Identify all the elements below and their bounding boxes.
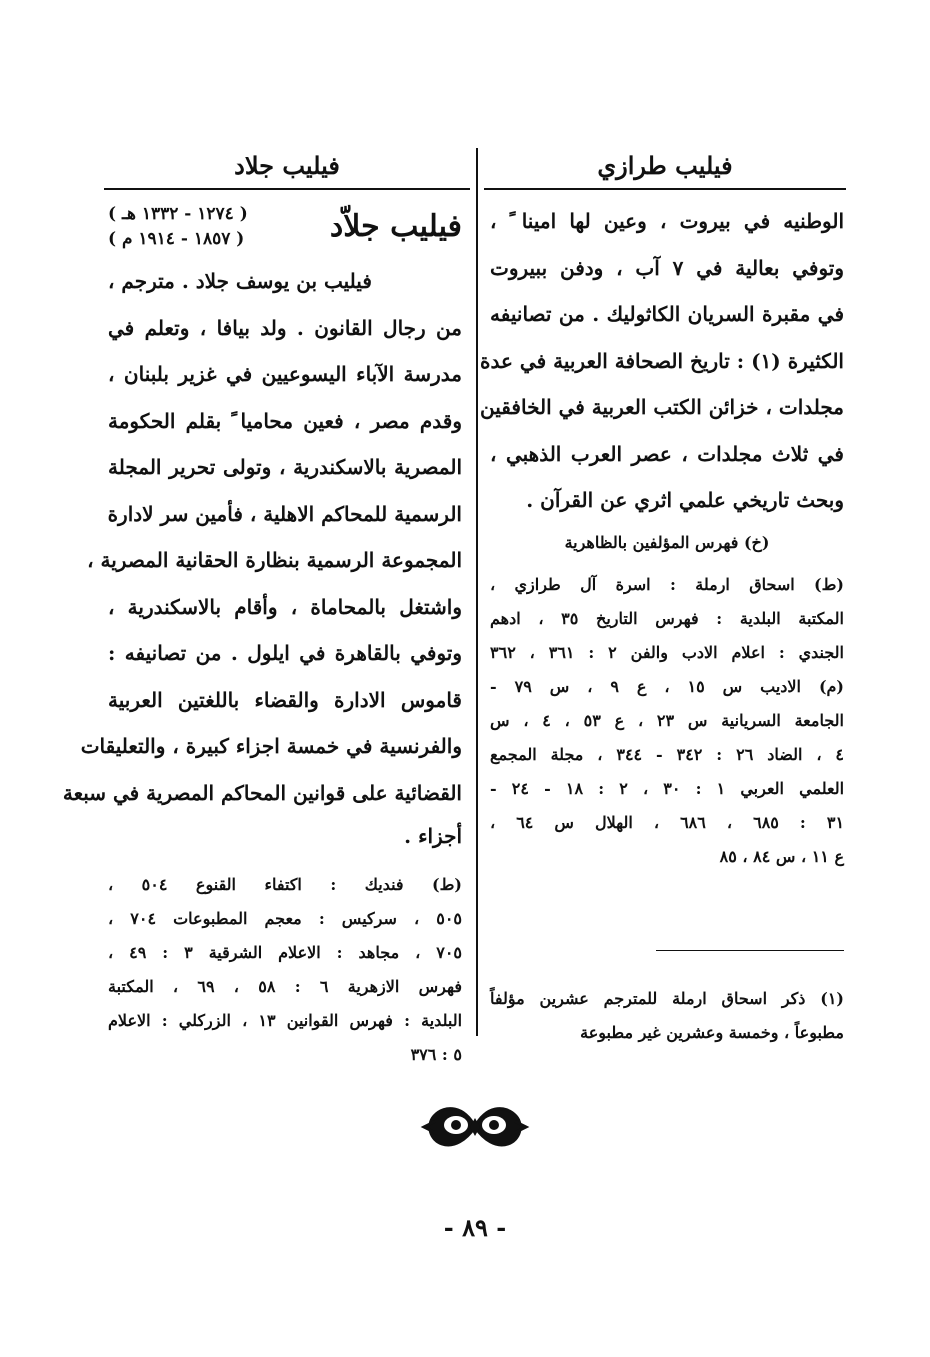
gregorian-dates: ( ١٨٥٧ - ١٩١٤ م ) xyxy=(108,229,245,249)
left-column xyxy=(62,198,463,1072)
right-column xyxy=(480,198,845,874)
right-sources xyxy=(490,526,844,874)
source-line: المكتبة البلدية : فهرس التاريخ ٣٥ ، ادهم xyxy=(490,608,844,628)
text-line: الكثيرة (١) : تاريخ الصحافة العربية في عدة xyxy=(480,348,844,373)
text-line: المجموعة الرسمية بنظارة الحقانية المصرية ، xyxy=(87,548,462,572)
entry-heading xyxy=(108,198,462,258)
text-line: وتوفي بعالية في ٧ آب ، ودفن ببيروت xyxy=(490,255,844,280)
source-line: (م) الاديب س ١٥ ، ع ٩ ، س ٧٩ - xyxy=(490,676,844,696)
hijri-dates: ( ١٢٧٤ - ١٣٣٢ هـ ) xyxy=(108,204,248,224)
page-number: - ٨٩ - xyxy=(443,1213,507,1242)
column-header-left: فيليب جلاد xyxy=(234,151,340,180)
text-line: وبحث تاريخي علمي اثري عن القرآن . xyxy=(526,488,844,512)
source-line: ٣١ : ٦٨٥ ، ٦٨٦ ، الهلال س ٦٤ ، xyxy=(490,812,845,832)
source-line: ع ١١ ، س ٨٤ ، ٨٥ xyxy=(719,846,844,866)
source-line: (خ) فهرس المؤلفين بالظاهرية xyxy=(564,532,770,552)
source-line: ٧٠٥ ، مجاهد : الاعلام الشرقية ٣ : ٤٩ ، xyxy=(108,943,462,962)
left-body-text xyxy=(62,258,462,856)
text-line: وتوفي بالقاهرة في ايلول . من تصانيفه : xyxy=(108,641,462,665)
footnote xyxy=(490,982,844,1050)
text-line: في مقبرة السريان الكاثوليك . من تصانيفه xyxy=(490,302,844,326)
floral-ornament-icon xyxy=(420,1098,530,1156)
text-line: وقدم مصر ، فعين محاميا ً بقلم الحكومة xyxy=(108,408,462,433)
text-line: واشتغل بالمحاماة ، وأقام بالاسكندرية ، xyxy=(108,594,462,619)
source-line: العلمي العربي ١ : ٣٠ ، ٢ : ١٨ - ٢٤ - xyxy=(490,778,845,798)
text-line: المصرية بالاسكندرية ، وتولى تحرير المجلة xyxy=(108,455,462,479)
text-line: مجلدات ، خزائن الكتب العربية في الخافقين xyxy=(480,395,844,419)
entry-dates xyxy=(108,202,308,252)
text-line: في ثلاث مجلدات ، عصر العرب الذهبي ، xyxy=(490,441,844,466)
source-line: (ط) فنديك : اكتفاء القنوع ٥٠٤ ، xyxy=(108,875,462,894)
source-line: الجامعة السريانية س ٢٣ ، ع ٥٣ ، ٤ ، س xyxy=(490,710,844,730)
text-line: أجزاء . xyxy=(404,824,462,848)
left-sources xyxy=(108,868,462,1072)
text-line: قاموس الادارة والقضاء باللغتين العربية xyxy=(108,687,462,712)
right-body-text xyxy=(480,198,844,524)
text-line: والفرنسية في خمسة اجزاء كبيرة ، والتعليقات xyxy=(80,734,462,758)
text-line: الرسمية للمحاكم الاهلية ، فأمين سر لادارة xyxy=(107,501,462,526)
source-line: ٥٠٥ ، سركيس : معجم المطبوعات ٧٠٤ ، xyxy=(108,909,463,928)
source-line: ٤ ، الضاد ٢٦ : ٣٤٢ - ٣٤٤ ، مجلة المجمع xyxy=(490,744,844,764)
text-line: من رجال القانون . ولد بيافا ، وتعلم في xyxy=(108,315,462,340)
source-line: الجندي : اعلام الادب والفن ٢ : ٣٦١ ، ٣٦٢ xyxy=(490,642,844,662)
footnote-divider xyxy=(656,950,844,951)
text-line: القضائية على قوانين المحاكم المصرية في سبعة xyxy=(62,780,462,805)
text-line: فيليب بن يوسف جلاد . مترجم ، xyxy=(108,269,372,293)
column-divider xyxy=(476,148,478,1036)
footnote-line: (١) ذكر اسحاق ارملة للمترجم عشرين مؤلفاً xyxy=(490,989,844,1008)
source-line: البلدية : فهرس القوانين ١٣ ، الزركلي : الاعلام xyxy=(108,1011,463,1030)
text-line: الوطنيه في بيروت ، وعين لها امينا ً ، xyxy=(490,209,844,233)
text-line: مدرسة الآباء اليسوعيين في غزير بلبنان ، xyxy=(108,362,462,386)
header-divider-right xyxy=(484,188,846,190)
source-line: (ط) اسحاق ارملة : اسرة آل طرازي ، xyxy=(490,574,844,594)
source-line: ٥ : ٣٧٦ xyxy=(410,1045,462,1064)
header-divider-left xyxy=(104,188,470,190)
entry-title: فيليب جلاّد xyxy=(329,209,462,244)
footnote-line: مطبوعاً ، وخمسة وعشرين غير مطبوعة xyxy=(580,1023,844,1042)
source-line: فهرس الازهرية ٦ : ٥٨ ، ٦٩ ، المكتبة xyxy=(108,977,462,996)
column-header-right: فيليب طرازي xyxy=(597,151,733,180)
